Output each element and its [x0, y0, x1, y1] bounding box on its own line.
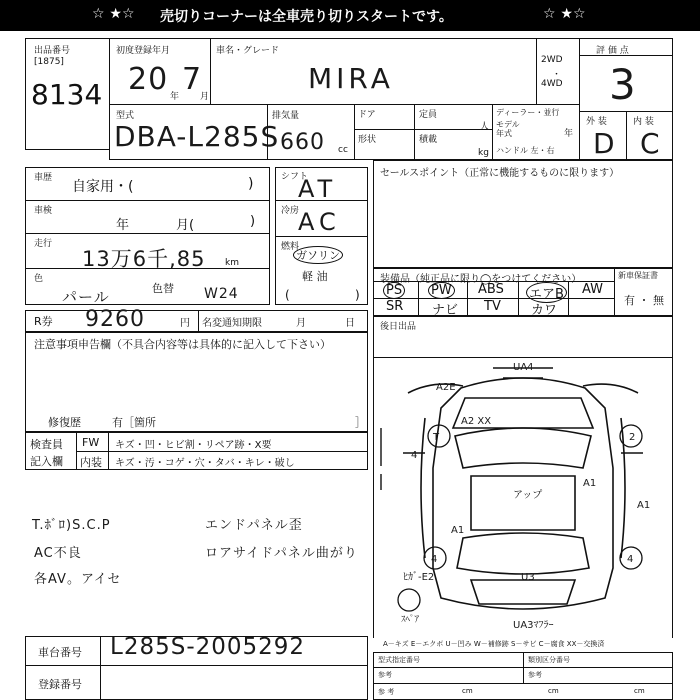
equip-navi: ナビ — [432, 303, 459, 318]
load-unit: kg — [478, 148, 489, 158]
shift-label: シフト — [281, 172, 309, 182]
equip-aw: AW — [582, 282, 604, 297]
registration-label: 登録番号 — [38, 678, 82, 691]
fuel-gasoline: ガソリン — [293, 246, 343, 264]
first-reg-label: 初度登録年月 — [116, 46, 171, 56]
history-label: 車歴 — [34, 173, 53, 183]
mark-a2e: A2E — [436, 382, 456, 393]
remark-1: T.ﾎﾞﾛ)S.C.P — [32, 518, 111, 533]
equip-pw: PW — [428, 282, 455, 299]
fuel-close: ) — [355, 288, 360, 302]
fuel-diesel: 軽 油 — [302, 270, 328, 283]
spec-r2c1: 参考 — [378, 671, 392, 679]
color-code: W24 — [204, 286, 239, 302]
equip-leather: カワ — [531, 303, 558, 318]
spec-r1c2: 類別区分番号 — [528, 656, 570, 664]
banner-text: 売切りコーナーは全車売り切りスタートです。 — [160, 9, 453, 25]
mileage-unit: km — [225, 258, 239, 268]
inspector-row1-label: FW — [82, 436, 100, 449]
inspection-year: 年 — [116, 218, 130, 233]
inspection-label: 車検 — [34, 206, 53, 216]
grade-int-label: 内 装 — [633, 117, 654, 127]
first-reg-month: 7 — [182, 62, 203, 97]
history-close: ) — [248, 176, 254, 192]
banner — [0, 0, 700, 31]
shift-value: AT — [298, 175, 338, 203]
inspection-month: 月( — [176, 218, 195, 233]
aircon-value: AC — [298, 208, 341, 236]
equip-tv: TV — [484, 299, 501, 314]
spec-r3c3: cm — [548, 687, 559, 695]
equip-ps: PS — [383, 282, 405, 299]
inspector-row2: キズ・汚・コゲ・穴・タバ・キレ・破し — [115, 458, 295, 469]
grade-ext-label: 外 装 — [586, 117, 607, 127]
mark-a1-left: A1 — [451, 525, 465, 536]
dealer-year-unit: 年 — [564, 129, 574, 139]
banner-stars-left: ☆ ★☆ — [92, 6, 135, 22]
mark-a1-far: A1 — [637, 500, 651, 511]
mark-a1-right: A1 — [583, 478, 597, 489]
new-cert-value: 有 ・ 無 — [624, 294, 664, 307]
mark-a2xx: A2 XX — [461, 416, 492, 427]
color-change-label: 色替 — [152, 282, 174, 295]
recycle-unit: 円 — [180, 318, 190, 329]
drive-dot: ・ — [552, 70, 562, 80]
mark-e2: ﾋｶﾞ-E2 — [403, 572, 435, 583]
displacement-unit: cc — [338, 145, 348, 155]
lot-label: 出品番号 — [34, 46, 71, 56]
repair-value: 有［箇所 — [112, 416, 156, 429]
grade-label: 評 価 点 — [596, 46, 629, 56]
banner-stars-right: ☆ ★☆ — [543, 6, 586, 22]
spec-r3c4: cm — [634, 687, 645, 695]
spec-r3c1: 参 考 — [378, 688, 395, 696]
equip-airbag: エアB — [526, 282, 567, 303]
drive-4wd: 4WD — [541, 79, 563, 89]
mileage-value: 13万6千,85 — [82, 247, 206, 271]
fuel-label: 燃料 — [281, 242, 300, 252]
inspector-row1: キズ・凹・ヒビ割・リペア跡・X要 — [115, 440, 272, 451]
sales-point-label: セールスポイント（正常に機能するものに限ります） — [380, 168, 620, 179]
equip-sr: SR — [386, 299, 404, 314]
repair-close: ］ — [355, 416, 366, 429]
notice-month: 月 — [296, 318, 306, 329]
mark-spare: ｽﾍﾟｱ — [401, 615, 420, 625]
spec-r3c2: cm — [462, 687, 473, 695]
shape-label: 形状 — [358, 135, 377, 145]
remark-5: 各AV。アイセ — [34, 572, 122, 587]
door-label: ドア — [358, 110, 376, 120]
notice-day: 日 — [345, 318, 355, 329]
lot-sub: [1875] — [34, 57, 64, 67]
spec-r1c1: 型式指定番号 — [378, 656, 420, 664]
damage-legend: A－キズ E－エクボ U－凹み W－補修跡 S－サビ C－腐食 XX－交換済 — [383, 640, 605, 648]
model-value: DBA-L285S — [114, 120, 280, 153]
remark-4: ロアサイドパネル曲がり — [205, 546, 358, 561]
inspector-label1: 検査員 — [30, 438, 63, 451]
mark-ua4: UA4 — [513, 362, 534, 373]
dealer-label: ディーラー・並行 — [496, 108, 560, 117]
displacement-value: 660 — [280, 130, 325, 155]
aircon-label: 冷房 — [281, 206, 300, 216]
inspector-label2: 記入欄 — [30, 455, 63, 468]
mark-ua3: UA3ﾏﾌﾗｰ — [513, 620, 554, 631]
mark-t: T — [433, 432, 440, 443]
spec-r2c2: 参考 — [528, 671, 542, 679]
mark-4-fl: 4 — [431, 554, 438, 565]
mark-4-rl: 4 — [411, 450, 418, 461]
model-label: 型式 — [116, 111, 135, 121]
lot-number: 8134 — [31, 78, 103, 111]
grade-int: C — [640, 127, 661, 160]
mark-a2-right: 2 — [629, 432, 636, 443]
remark-3: AC不良 — [34, 546, 82, 561]
mark-4-fr: 4 — [627, 554, 634, 565]
first-reg-year: 20 — [128, 62, 169, 97]
car-name-value: MIRA — [308, 62, 394, 95]
chassis-value: L285S-2005292 — [110, 634, 306, 660]
load-label: 積載 — [419, 135, 438, 145]
grade-ext: D — [593, 127, 616, 160]
recycle-box — [25, 310, 368, 332]
history-value: 自家用・( — [72, 179, 134, 195]
after-label: 後日出品 — [380, 322, 417, 332]
mileage-label: 走行 — [34, 239, 53, 249]
notice-label: 名変通知期限 — [202, 318, 262, 329]
chassis-label: 車台番号 — [38, 646, 82, 659]
car-diagram — [373, 358, 673, 638]
inspection-close: ) — [250, 214, 256, 229]
displacement-label: 排気量 — [272, 111, 300, 121]
mark-up: アップ — [513, 490, 543, 501]
equipment-label: 装備品（純正品に限り◯をつけてください） — [380, 274, 582, 285]
grade-score: 3 — [609, 60, 637, 109]
first-reg-month-unit: 月 — [200, 92, 210, 102]
drive-2wd: 2WD — [541, 55, 563, 65]
repair-label: 修復歴 — [48, 416, 81, 429]
mark-u3: U3 — [521, 572, 535, 583]
car-name-label: 車名・グレード — [216, 46, 280, 56]
after-box — [373, 316, 673, 358]
dealer-handle: ハンドル 左・右 — [496, 146, 555, 155]
notes-label: 注意事項申告欄（不具合内容等は具体的に記入して下さい） — [34, 338, 331, 351]
inspector-row2-label: 内装 — [80, 456, 102, 469]
recycle-value: 9260 — [85, 307, 145, 332]
remark-2: エンドパネル歪 — [205, 518, 303, 533]
fuel-open: ( — [285, 288, 290, 302]
first-reg-year-unit: 年 — [170, 92, 180, 102]
equip-abs: ABS — [478, 282, 504, 297]
capacity-unit: 人 — [480, 122, 490, 132]
new-cert-label: 新車保証書 — [618, 271, 658, 280]
capacity-label: 定員 — [419, 110, 438, 120]
history-box — [25, 167, 270, 305]
dealer-model-year: モデル 年式 — [496, 120, 520, 138]
color-value: パール — [62, 288, 110, 306]
recycle-label: R券 — [34, 315, 53, 328]
color-label: 色 — [34, 274, 44, 284]
